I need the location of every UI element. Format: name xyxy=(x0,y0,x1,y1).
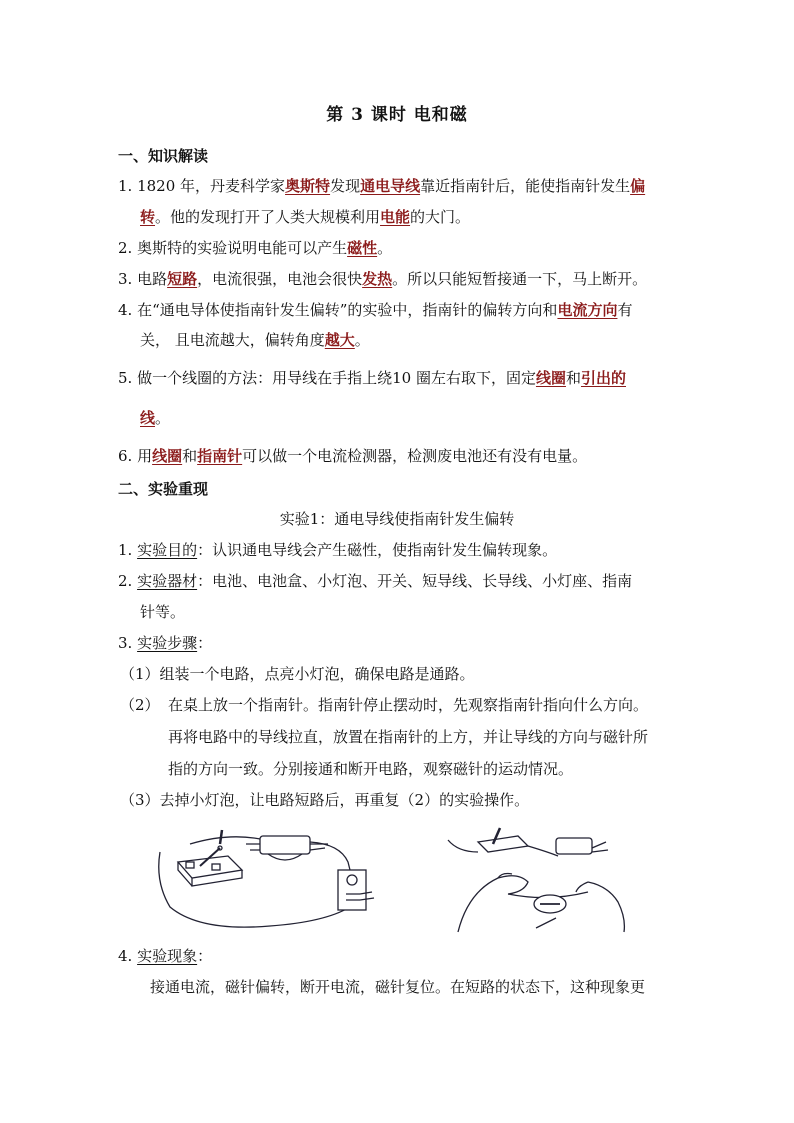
item-text: 奥斯特的实验说明电能可以产生 xyxy=(137,239,348,257)
item-number: 5. xyxy=(118,369,133,387)
item-text: 。所以只能短暂接通一下，马上断开。 xyxy=(392,270,648,288)
section-heading-experiment: 二、实验重现 xyxy=(118,480,209,498)
item-number: 3. xyxy=(118,634,133,652)
step-2-number: （2） xyxy=(120,696,160,714)
item-number: 6. xyxy=(118,447,133,465)
keyword-answer: 磁性 xyxy=(347,239,378,257)
keyword-answer: 转 xyxy=(140,208,156,226)
knowledge-item-4-cont xyxy=(140,330,370,350)
item-text: 。 xyxy=(377,239,393,257)
item-text: 的大门。 xyxy=(410,208,471,226)
item-text: 。他的发现打开了人类大规模利用 xyxy=(155,208,381,226)
item-text: 电路 xyxy=(137,270,168,288)
circuit-illustration-left xyxy=(150,822,390,934)
item-text: 关， 且电流越大，偏转角度 xyxy=(140,331,325,349)
colon: ： xyxy=(197,572,213,590)
keyword-answer: 线圈 xyxy=(535,369,566,387)
field-label: 实验目的 xyxy=(137,541,198,559)
experiment-materials xyxy=(118,571,632,591)
colon: ： xyxy=(197,541,213,559)
keyword-answer: 电流方向 xyxy=(557,301,618,319)
step-2-line-1: 在桌上放一个指南针。指南针停止摆动时，先观察指南针指向什么方向。 xyxy=(168,696,649,714)
keyword-answer: 偏 xyxy=(630,177,646,195)
knowledge-item-5 xyxy=(118,368,626,388)
keyword-answer: 越大 xyxy=(324,331,355,349)
experiment-phenomenon-text: 接通电流，磁针偏转，断开电流，磁针复位。在短路的状态下，这种现象更 xyxy=(150,978,646,996)
knowledge-item-1 xyxy=(118,176,645,196)
compass-illustration-right xyxy=(438,822,638,934)
item-number: 4. xyxy=(118,947,133,965)
field-label: 实验器材 xyxy=(137,572,198,590)
keyword-answer: 线 xyxy=(140,409,156,427)
keyword-answer: 线圈 xyxy=(152,447,183,465)
step-2-line-2: 再将电路中的导线拉直，放置在指南针的上方，并让导线的方向与磁针所 xyxy=(168,728,649,746)
keyword-answer: 电能 xyxy=(380,208,411,226)
item-text: 做一个线圈的方法：用导线在手指上绕10 圈左右取下，固定 xyxy=(137,369,536,387)
section-heading-knowledge: 一、知识解读 xyxy=(118,147,209,165)
experiment-materials-cont: 针等。 xyxy=(140,603,186,621)
keyword-answer: 发热 xyxy=(362,270,393,288)
keyword-answer: 引出的 xyxy=(580,369,626,387)
item-text: 有 xyxy=(617,301,633,319)
item-text: 和 xyxy=(565,369,581,387)
item-number: 1. xyxy=(118,177,133,195)
field-label: 实验步骤 xyxy=(137,634,198,652)
step-3: （3）去掉小灯泡，让电路短路后，再重复（2）的实验操作。 xyxy=(120,791,530,809)
keyword-answer: 奥斯特 xyxy=(285,177,331,195)
item-text: 靠近指南针后，能使指南针发生 xyxy=(420,177,631,195)
item-text: 可以做一个电流检测器，检测废电池还有没有电量。 xyxy=(242,447,588,465)
experiment-phenomenon-label xyxy=(118,946,212,966)
item-text: 和 xyxy=(182,447,198,465)
item-text: 1820 年，丹麦科学家 xyxy=(137,177,286,195)
knowledge-item-1-cont xyxy=(140,207,470,227)
step-2-line-3: 指的方向一致。分别接通和断开电路，观察磁针的运动情况。 xyxy=(168,760,574,778)
item-number: 2. xyxy=(118,239,133,257)
knowledge-item-3 xyxy=(118,269,647,289)
item-text: 用 xyxy=(137,447,153,465)
experiment-purpose xyxy=(118,540,557,560)
item-number: 4. xyxy=(118,301,133,319)
item-number: 3. xyxy=(118,270,133,288)
item-text: 认识通电导线会产生磁性，使指南针发生偏转现象。 xyxy=(212,541,558,559)
keyword-answer: 短路 xyxy=(167,270,198,288)
experiment-steps-label xyxy=(118,633,212,653)
page-title: 第 3 课时 电和磁 xyxy=(326,105,468,125)
colon: ： xyxy=(197,947,213,965)
knowledge-item-6 xyxy=(118,446,587,466)
experiment-title: 实验1：通电导线使指南针发生偏转 xyxy=(279,510,515,528)
item-text: 。 xyxy=(354,331,370,349)
item-number: 1. xyxy=(118,541,133,559)
item-text: 。 xyxy=(155,409,171,427)
item-text: 电池、电池盒、小灯泡、开关、短导线、长导线、小灯座、指南 xyxy=(212,572,633,590)
colon: ： xyxy=(197,634,213,652)
knowledge-item-4 xyxy=(118,300,632,320)
knowledge-item-5-cont xyxy=(140,408,170,428)
item-text: 发现 xyxy=(330,177,361,195)
item-number: 2. xyxy=(118,572,133,590)
item-text: ，电流很强，电池会很快 xyxy=(197,270,363,288)
keyword-answer: 指南针 xyxy=(197,447,243,465)
step-1: （1）组装一个电路，点亮小灯泡，确保电路是通路。 xyxy=(120,665,475,683)
knowledge-item-2 xyxy=(118,238,392,258)
item-text: 在“通电导体使指南针发生偏转”的实验中，指南针的偏转方向和 xyxy=(137,301,558,319)
keyword-answer: 通电导线 xyxy=(360,177,421,195)
field-label: 实验现象 xyxy=(137,947,198,965)
